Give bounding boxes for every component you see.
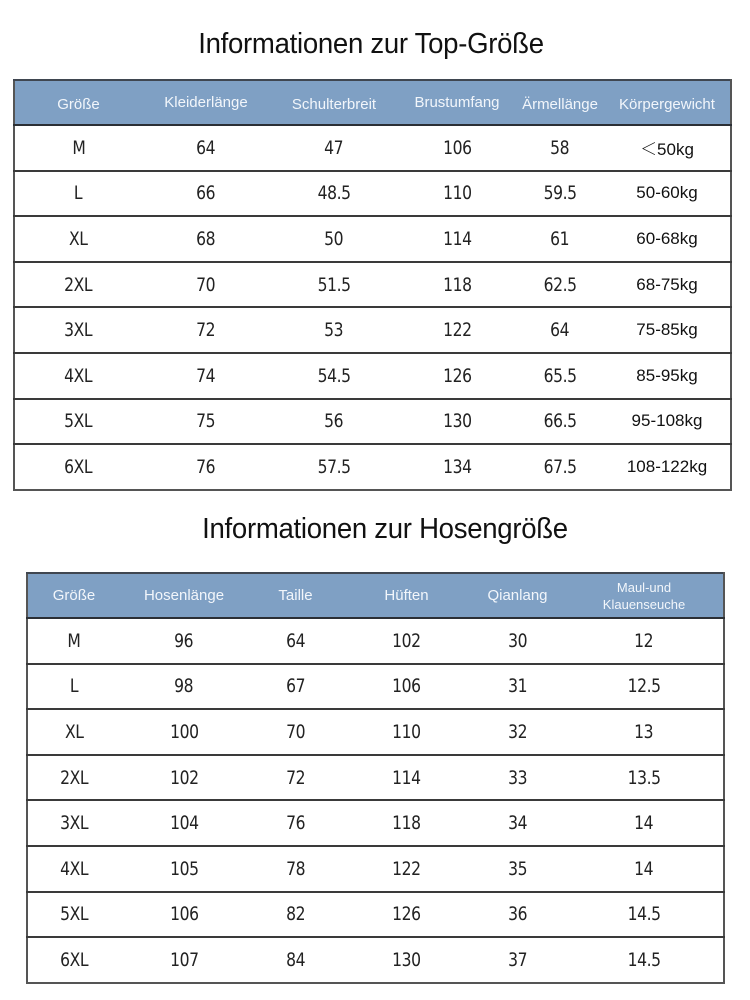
pants-size-title: Informationen zur Hosengröße bbox=[202, 513, 568, 545]
cell-hips: 118 bbox=[343, 800, 470, 846]
table-row bbox=[27, 755, 724, 801]
cell-chest: 114 bbox=[398, 216, 516, 262]
cell-garment-length: 74 bbox=[142, 353, 270, 399]
table-row bbox=[27, 709, 724, 755]
cell-rise: 30 bbox=[470, 618, 565, 664]
cell-body-weight: 50-60kg bbox=[604, 171, 731, 217]
pants-size-table bbox=[26, 572, 725, 984]
column-header-shoulder-width: Schulterbreit bbox=[270, 80, 398, 125]
cell-body-weight: 85-95kg bbox=[604, 353, 731, 399]
cell-garment-length: 66 bbox=[142, 171, 270, 217]
table-row bbox=[14, 353, 731, 399]
cell-pants-length: 96 bbox=[120, 618, 248, 664]
cell-size: 4XL bbox=[14, 353, 142, 399]
cell-leg-opening: 12.5 bbox=[565, 664, 724, 710]
cell-pants-length: 100 bbox=[120, 709, 248, 755]
column-header-size: Größe bbox=[27, 573, 120, 618]
cell-shoulder-width: 50 bbox=[270, 216, 398, 262]
cell-shoulder-width: 57.5 bbox=[270, 444, 398, 490]
cell-waist: 76 bbox=[248, 800, 343, 846]
table-row bbox=[27, 937, 724, 983]
cell-size: 5XL bbox=[14, 399, 142, 445]
table-row bbox=[14, 399, 731, 445]
table-row bbox=[14, 216, 731, 262]
cell-hips: 130 bbox=[343, 937, 470, 983]
cell-chest: 122 bbox=[398, 307, 516, 353]
table-row bbox=[14, 444, 731, 490]
cell-size: XL bbox=[14, 216, 142, 262]
cell-leg-opening: 14.5 bbox=[565, 892, 724, 938]
cell-size: 2XL bbox=[14, 262, 142, 308]
cell-body-weight: 75-85kg bbox=[604, 307, 731, 353]
cell-rise: 37 bbox=[470, 937, 565, 983]
cell-rise: 31 bbox=[470, 664, 565, 710]
column-header-rise: Qianlang bbox=[470, 573, 565, 618]
cell-body-weight: 60-68kg bbox=[604, 216, 731, 262]
table-row bbox=[27, 618, 724, 664]
table-row bbox=[14, 171, 731, 217]
cell-leg-opening: 14 bbox=[565, 846, 724, 892]
table-row bbox=[14, 262, 731, 308]
cell-pants-length: 105 bbox=[120, 846, 248, 892]
cell-hips: 102 bbox=[343, 618, 470, 664]
cell-size: M bbox=[27, 618, 120, 664]
cell-hips: 106 bbox=[343, 664, 470, 710]
cell-size: M bbox=[14, 125, 142, 171]
table-row bbox=[14, 307, 731, 353]
top-size-table bbox=[13, 79, 732, 491]
column-header-size: Größe bbox=[14, 80, 142, 125]
cell-sleeve-length: 67.5 bbox=[516, 444, 604, 490]
cell-hips: 126 bbox=[343, 892, 470, 938]
cell-size: 2XL bbox=[27, 755, 120, 801]
cell-leg-opening: 12 bbox=[565, 618, 724, 664]
column-header-chest: Brustumfang bbox=[398, 80, 516, 125]
cell-pants-length: 98 bbox=[120, 664, 248, 710]
column-header-leg-opening: Maul-und Klauenseuche bbox=[565, 573, 724, 618]
cell-pants-length: 106 bbox=[120, 892, 248, 938]
table-row bbox=[27, 800, 724, 846]
table-row bbox=[27, 846, 724, 892]
cell-size: L bbox=[14, 171, 142, 217]
cell-leg-opening: 13 bbox=[565, 709, 724, 755]
cell-size: XL bbox=[27, 709, 120, 755]
cell-sleeve-length: 62.5 bbox=[516, 262, 604, 308]
table-row bbox=[14, 125, 731, 171]
cell-sleeve-length: 64 bbox=[516, 307, 604, 353]
cell-rise: 35 bbox=[470, 846, 565, 892]
cell-size: 6XL bbox=[14, 444, 142, 490]
cell-shoulder-width: 53 bbox=[270, 307, 398, 353]
cell-sleeve-length: 58 bbox=[516, 125, 604, 171]
table-header-row bbox=[14, 80, 731, 125]
cell-body-weight: 108-122kg bbox=[604, 444, 731, 490]
cell-pants-length: 104 bbox=[120, 800, 248, 846]
cell-rise: 34 bbox=[470, 800, 565, 846]
cell-shoulder-width: 54.5 bbox=[270, 353, 398, 399]
cell-hips: 122 bbox=[343, 846, 470, 892]
cell-waist: 64 bbox=[248, 618, 343, 664]
cell-garment-length: 76 bbox=[142, 444, 270, 490]
cell-rise: 36 bbox=[470, 892, 565, 938]
cell-size: 6XL bbox=[27, 937, 120, 983]
cell-rise: 32 bbox=[470, 709, 565, 755]
cell-shoulder-width: 48.5 bbox=[270, 171, 398, 217]
cell-body-weight: 95-108kg bbox=[604, 399, 731, 445]
table-row bbox=[27, 892, 724, 938]
cell-waist: 84 bbox=[248, 937, 343, 983]
cell-garment-length: 64 bbox=[142, 125, 270, 171]
cell-size: 3XL bbox=[27, 800, 120, 846]
cell-rise: 33 bbox=[470, 755, 565, 801]
cell-leg-opening: 13.5 bbox=[565, 755, 724, 801]
column-header-hips: Hüften bbox=[343, 573, 470, 618]
cell-pants-length: 102 bbox=[120, 755, 248, 801]
cell-size: 3XL bbox=[14, 307, 142, 353]
cell-hips: 114 bbox=[343, 755, 470, 801]
cell-size: 5XL bbox=[27, 892, 120, 938]
top-size-title: Informationen zur Top-Größe bbox=[198, 28, 544, 60]
column-header-waist: Taille bbox=[248, 573, 343, 618]
cell-hips: 110 bbox=[343, 709, 470, 755]
cell-size: L bbox=[27, 664, 120, 710]
cell-sleeve-length: 61 bbox=[516, 216, 604, 262]
cell-sleeve-length: 65.5 bbox=[516, 353, 604, 399]
cell-shoulder-width: 47 bbox=[270, 125, 398, 171]
cell-chest: 134 bbox=[398, 444, 516, 490]
cell-chest: 126 bbox=[398, 353, 516, 399]
cell-chest: 110 bbox=[398, 171, 516, 217]
table-row bbox=[27, 664, 724, 710]
cell-chest: 106 bbox=[398, 125, 516, 171]
cell-leg-opening: 14.5 bbox=[565, 937, 724, 983]
cell-waist: 72 bbox=[248, 755, 343, 801]
cell-pants-length: 107 bbox=[120, 937, 248, 983]
column-header-sleeve-length: Ärmellänge bbox=[516, 80, 604, 125]
cell-body-weight: ＜50kg bbox=[604, 125, 731, 171]
cell-shoulder-width: 56 bbox=[270, 399, 398, 445]
cell-body-weight: 68-75kg bbox=[604, 262, 731, 308]
cell-waist: 78 bbox=[248, 846, 343, 892]
cell-chest: 130 bbox=[398, 399, 516, 445]
table-header-row bbox=[27, 573, 724, 618]
column-header-body-weight: Körpergewicht bbox=[604, 80, 731, 125]
cell-garment-length: 72 bbox=[142, 307, 270, 353]
cell-garment-length: 75 bbox=[142, 399, 270, 445]
column-header-pants-length: Hosenlänge bbox=[120, 573, 248, 618]
cell-waist: 70 bbox=[248, 709, 343, 755]
cell-waist: 67 bbox=[248, 664, 343, 710]
cell-size: 4XL bbox=[27, 846, 120, 892]
cell-chest: 118 bbox=[398, 262, 516, 308]
cell-leg-opening: 14 bbox=[565, 800, 724, 846]
cell-sleeve-length: 66.5 bbox=[516, 399, 604, 445]
cell-garment-length: 68 bbox=[142, 216, 270, 262]
cell-shoulder-width: 51.5 bbox=[270, 262, 398, 308]
cell-waist: 82 bbox=[248, 892, 343, 938]
cell-sleeve-length: 59.5 bbox=[516, 171, 604, 217]
column-header-garment-length: Kleiderlänge bbox=[142, 80, 270, 125]
cell-garment-length: 70 bbox=[142, 262, 270, 308]
